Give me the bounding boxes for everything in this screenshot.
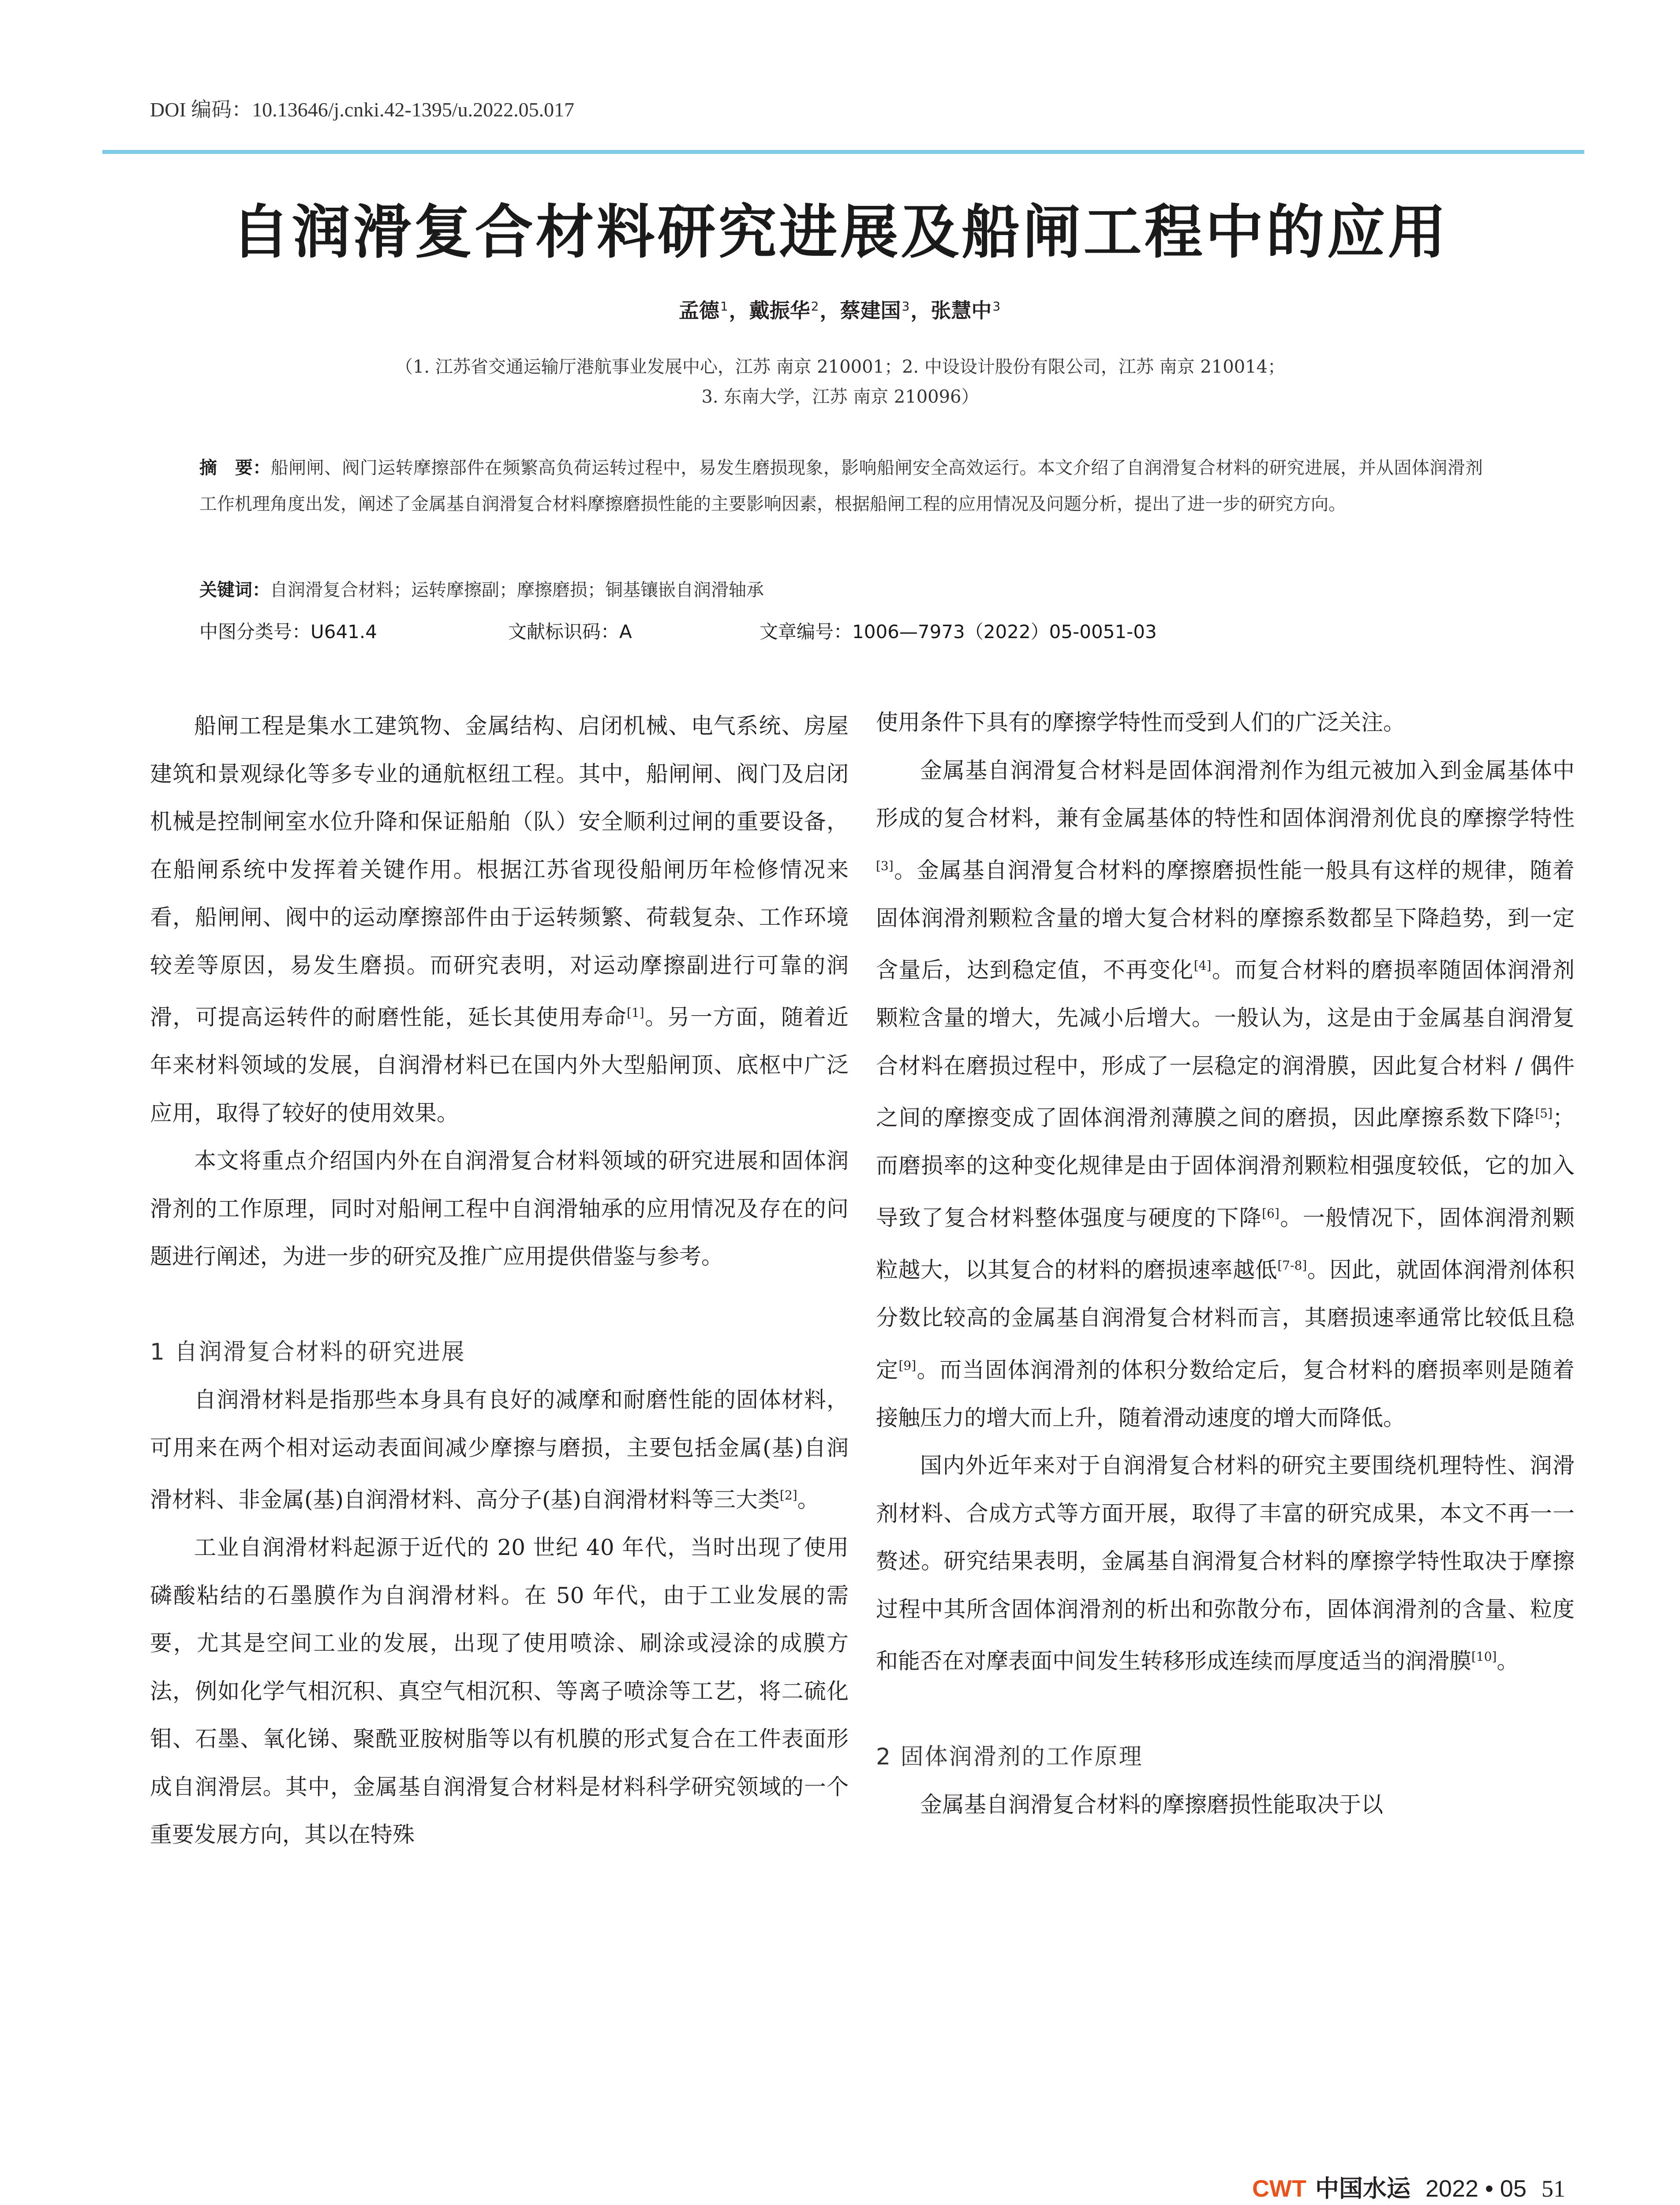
author-name: 戴振华 xyxy=(749,299,810,322)
issue-number: 2022 • 05 xyxy=(1425,2175,1527,2202)
paragraph-continued: 使用条件下具有的摩擦学特性而受到人们的广泛关注。 xyxy=(876,710,1405,735)
text-run: ；而磨损率的这种变化规律是由于固体润滑剂颗粒相强度较低，它的加入导致了复合材料整体强度与硬度的下降 xyxy=(876,1105,1575,1231)
author-name: 张慧中 xyxy=(931,299,992,322)
author-sep: ， xyxy=(729,299,749,322)
author-affil-mark: 2 xyxy=(811,299,819,314)
citation: [1] xyxy=(627,1005,644,1020)
text-run: 。而复合材料的磨损率随固体润滑剂颗粒含量的增大，先减小后增大。一般认为，这是由于金属基自润滑复合材料在磨损过程中，形成了一层稳定的润滑膜，因此复合材料 / 偶件之间的摩擦变成了固体润滑剂薄膜之间的磨损，因此摩擦系数下降 xyxy=(876,957,1575,1131)
text-run: 。一般情况下，固体润滑剂颗粒越大，以其复合的材料的磨损速率越低 xyxy=(876,1205,1575,1283)
text-run: 。 xyxy=(797,1487,819,1513)
paragraph xyxy=(150,702,849,1137)
text-run: 自润滑材料是指那些本身具有良好的减摩和耐磨性能的固体材料，可用来在两个相对运动表面间减少摩擦与磨损，主要包括金属(基)自润滑材料、非金属(基)自润滑材料、高分子(基)自润滑材料等三大类 xyxy=(150,1387,849,1513)
affiliations xyxy=(185,352,1495,412)
page-number: 51 xyxy=(1542,2175,1565,2202)
journal-brand-logo: CWT xyxy=(1252,2175,1306,2202)
abstract-text: 船闸闸、阀门运转摩擦部件在频繁高负荷运转过程中，易发生磨损现象，影响船闸安全高效运行。本文介绍了自润滑复合材料的研究进展，并从固体润滑剂工作机理角度出发，阐述了金属基自润滑复合材料摩擦磨损性能的主要影响因素，根据船闸工程的应用情况及问题分析，提出了进一步的研究方向。 xyxy=(199,458,1483,514)
paragraph xyxy=(150,1376,849,1524)
clc-number: 中图分类号：U641.4 xyxy=(199,621,377,643)
doi-line: DOI 编码：10.13646/j.cnki.42-1395/u.2022.05.017 xyxy=(150,98,575,121)
affiliation-line: 3. 东南大学，江苏 南京 210096） xyxy=(701,387,979,407)
section-heading: 2 固体润滑剂的工作原理 xyxy=(876,1743,1143,1770)
citation: [2] xyxy=(780,1488,797,1503)
journal-name: 中国水运 xyxy=(1315,2175,1411,2202)
citation: [7-8] xyxy=(1277,1258,1307,1273)
abstract xyxy=(199,450,1483,522)
citation: [9] xyxy=(898,1358,917,1373)
paragraph: 金属基自润滑复合材料的摩擦磨损性能取决于以 xyxy=(920,1792,1383,1818)
author-list xyxy=(0,295,1680,324)
body-column-left xyxy=(150,702,849,1859)
keywords xyxy=(199,576,764,601)
text-run: 金属基自润滑复合材料是固体润滑剂作为组元被加入到金属基体中形成的复合材料，兼有金属基体的特性和固体润滑剂优良的摩擦学特性 xyxy=(876,757,1575,831)
citation: [4] xyxy=(1194,958,1212,973)
text-run: 。另一方面，随着近年来材料领域的发展，自润滑材料已在国内外大型船闸顶、底枢中广泛应用，取得了较好的使用效果。 xyxy=(150,1004,849,1126)
author-affil-mark: 3 xyxy=(992,299,1001,314)
author-sep: ， xyxy=(910,299,931,322)
text-run: 。 xyxy=(1497,1648,1519,1674)
author-name: 孟德 xyxy=(678,299,719,322)
article-number: 文章编号：1006—7973（2022）05-0051-03 xyxy=(760,621,1157,643)
keywords-text: 自润滑复合材料；运转摩擦副；摩擦磨损；铜基镶嵌自润滑轴承 xyxy=(270,580,764,600)
abstract-label: 摘 要： xyxy=(199,458,271,478)
text-run: 船闸工程是集水工建筑物、金属结构、启闭机械、电气系统、房屋建筑和景观绿化等多专业的通航枢纽工程。其中，船闸闸、阀门及启闭机械是控制闸室水位升降和保证船舶（队）安全顺利过闸的重要设备，在船闸系统中发挥着关键作用。根据江苏省现役船闸历年检修情况来看，船闸闸、阀中的运动摩擦部件由于运转频繁、荷载复杂、工作环境较差等原因，易发生磨损。而研究表明，对运动摩擦副进行可靠的润滑，可提高运转件的耐磨性能，延长其使用寿命 xyxy=(150,713,849,1030)
paragraph xyxy=(876,747,1575,1442)
document-code: 文献标识码：A xyxy=(508,621,632,643)
author-affil-mark: 3 xyxy=(902,299,910,314)
paragraph xyxy=(876,1442,1575,1685)
page-footer xyxy=(1252,2170,1565,2204)
text-run: 。而当固体润滑剂的体积分数给定后，复合材料的磨损率则是随着接触压力的增大而上升，随着滑动速度的增大而降低。 xyxy=(876,1357,1575,1431)
text-run: 国内外近年来对于自润滑复合材料的研究主要围绕机理特性、润滑剂材料、合成方式等方面开展，取得了丰富的研究成果，本文不再一一赘述。研究结果表明，金属基自润滑复合材料的摩擦学特性取决于摩擦过程中其所含固体润滑剂的析出和弥散分布，固体润滑剂的含量、粒度和能否在对摩表面中间发生转移形成连续而厚度适当的润滑膜 xyxy=(876,1453,1575,1674)
author-affil-mark: 1 xyxy=(720,299,728,314)
section-heading: 1 自润滑复合材料的研究进展 xyxy=(150,1338,466,1365)
body-column-right xyxy=(876,699,1575,1829)
article-title: 自润滑复合材料研究进展及船闸工程中的应用 xyxy=(231,198,1449,266)
citation: [3] xyxy=(876,858,894,873)
paragraph: 工业自润滑材料起源于近代的 20 世纪 40 年代，当时出现了使用磷酸粘结的石墨膜作为自润滑材料。在 50 年代，由于工业发展的需要，尤其是空间工业的发展，出现了使用喷涂、刷涂或浸涂的成膜方法，例如化学气相沉积、真空气相沉积、等离子喷涂等工艺，将二硫化钼、石墨、氧化锑、聚酰亚胺树脂等以有机膜的形式复合在工件表面形成自润滑层。其中，金属基自润滑复合材料是材料科学研究领域的一个重要发展方向，其以在特殊 xyxy=(150,1535,849,1848)
keywords-label: 关键词： xyxy=(199,580,270,600)
affiliation-line: （1. 江苏省交通运输厅港航事业发展中心，江苏 南京 210001；2. 中设设计股份有限公司，江苏 南京 210014； xyxy=(395,357,1285,377)
paragraph: 本文将重点介绍国内外在自润滑复合材料领域的研究进展和固体润滑剂的工作原理，同时对船闸工程中自润滑轴承的应用情况及存在的问题进行阐述，为进一步的研究及推广应用提供借鉴与参考。 xyxy=(150,1148,849,1270)
citation: [6] xyxy=(1262,1206,1280,1221)
author-sep: ， xyxy=(819,299,840,322)
citation: [5] xyxy=(1535,1106,1553,1121)
author-name: 蔡建国 xyxy=(840,299,901,322)
header-rule xyxy=(102,150,1584,154)
text-run: 。因此，就固体润滑剂体积分数比较高的金属基自润滑复合材料而言，其磨损速率通常比较低且稳定 xyxy=(876,1257,1575,1383)
text-run: 。金属基自润滑复合材料的摩擦磨损性能一般具有这样的规律，随着固体润滑剂颗粒含量的增大复合材料的摩擦系数都呈下降趋势，到一定含量后，达到稳定值，不再变化 xyxy=(876,857,1575,983)
citation: [10] xyxy=(1471,1649,1497,1664)
